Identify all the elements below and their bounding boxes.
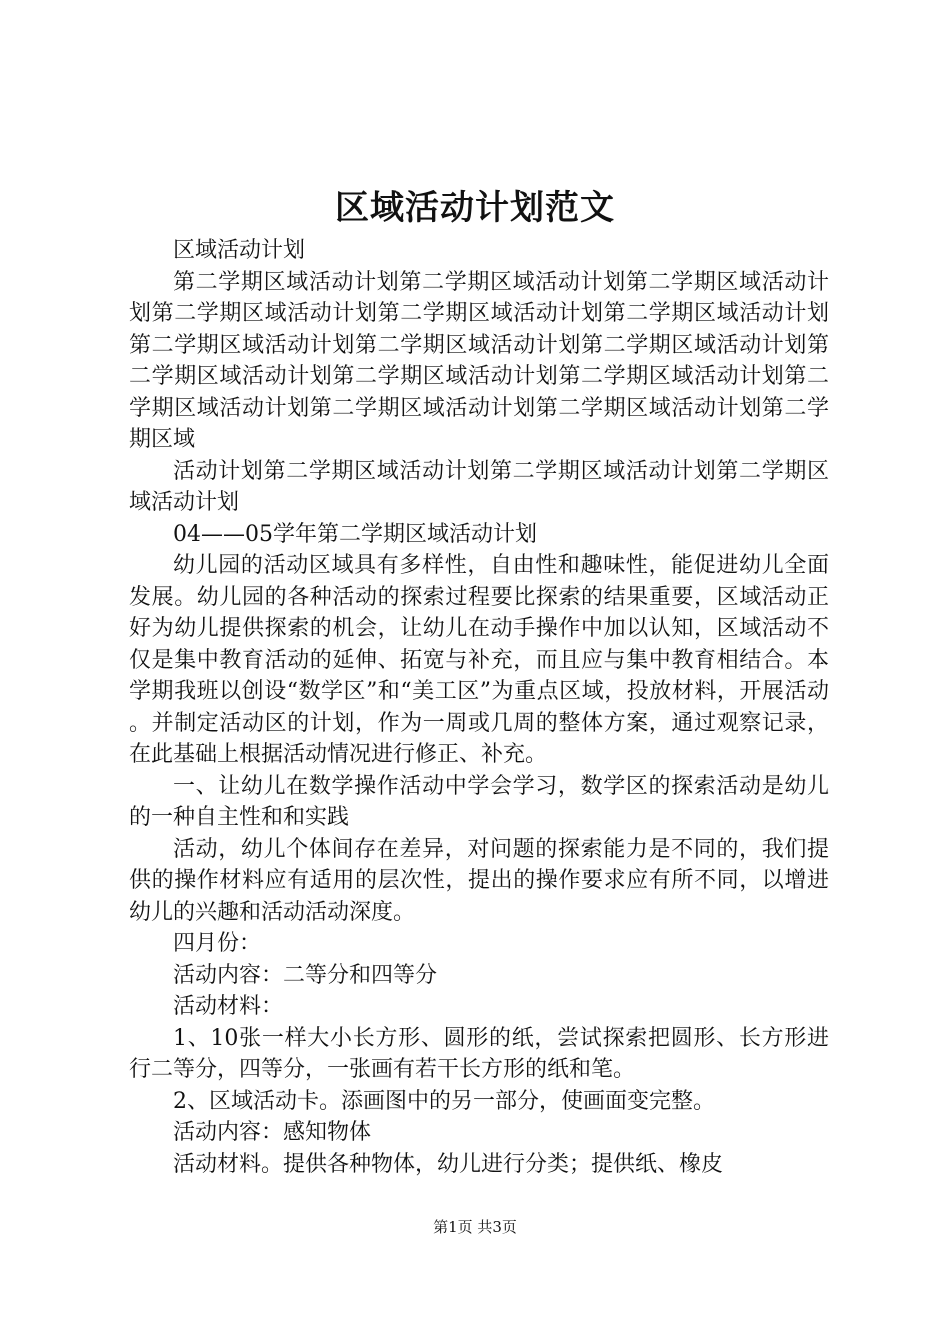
paragraph: 活动材料。提供各种物体，幼儿进行分类；提供纸、橡皮 — [173, 1151, 724, 1177]
document-title: 区域活动计划范文 — [335, 188, 615, 228]
document-body — [129, 235, 829, 1180]
paragraph: 第二学期区域活动计划第二学期区域活动计划第二学期区域活动计划第二学期区域活动计划第二学期区域活动计划第二学期区域活动计划第二学期区域活动计划第二学期区域活动计划第二学期区域活动计划第二学期区域活动计划第二学期区域活动计划第二学期区域活动计划第二学期区域活动计划第二学期区域活动计划第二学期区域活动计划第二学期区域 — [129, 269, 829, 452]
paragraph: 区域活动计划 — [173, 238, 306, 263]
paragraph: 活动材料： — [173, 994, 284, 1019]
paragraph: 活动内容：二等分和四等分 — [173, 962, 438, 988]
paragraph: 1、10张一样大小长方形、圆形的纸，尝试探索把圆形、长方形进行二等分，四等分，一张画有若干长方形的纸和笔。 — [129, 1025, 829, 1082]
paragraph: 四月份： — [173, 931, 262, 956]
paragraph: 活动，幼儿个体间存在差异，对问题的探索能力是不同的，我们提供的操作材料应有适用的层次性，提出的操作要求应有所不同，以增进幼儿的兴趣和活动活动深度。 — [129, 836, 829, 925]
paragraph: 一、让幼儿在数学操作活动中学会学习，数学区的探索活动是幼儿的一种自主性和和实践 — [129, 773, 829, 830]
paragraph: 活动计划第二学期区域活动计划第二学期区域活动计划第二学期区域活动计划 — [129, 458, 829, 515]
paragraph: 幼儿园的活动区域具有多样性，自由性和趣味性，能促进幼儿全面发展。幼儿园的各种活动的探索过程要比探索的结果重要，区域活动正好为幼儿提供探索的机会，让幼儿在动手操作中加以认知，区域活动不仅是集中教育活动的延伸、拓宽与补充，而且应与集中教育相结合。本学期我班以创设“数学区”和“美工区”为重点区域，投放材料，开展活动。并制定活动区的计划，作为一周或几周的整体方案，通过观察记录，在此基础上根据活动情况进行修正、补充。 — [129, 553, 829, 767]
paragraph: 04——05学年第二学期区域活动计划 — [173, 521, 537, 547]
paragraph: 2、区域活动卡。添画图中的另一部分，使画面变完整。 — [173, 1088, 715, 1114]
paragraph: 活动内容：感知物体 — [173, 1120, 372, 1145]
page-footer: 第1页 共3页 — [433, 1218, 517, 1236]
